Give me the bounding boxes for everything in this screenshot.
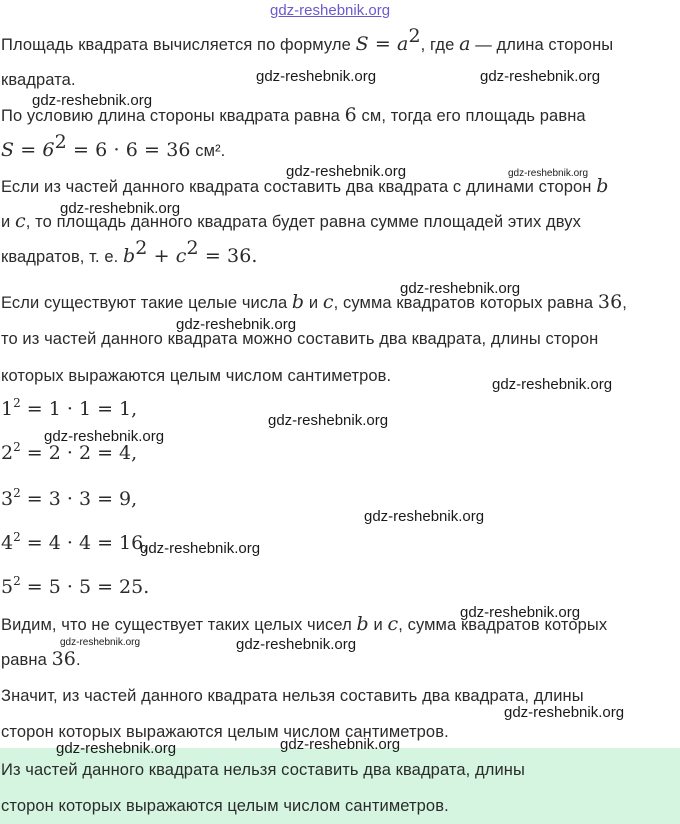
text-span: , сумма квадратов которых равна [333,294,598,312]
text-span: Видим, что не существует таких целых чисел [1,616,357,634]
math-variable: c [387,613,399,635]
watermark-text: gdz-reshebnik.org [364,508,485,525]
text-span: и [368,616,388,634]
eq-base: 2 [1,442,14,464]
equation-5 [1,576,149,598]
watermark-text: gdz-reshebnik.org [286,163,407,180]
math-variable: a [459,33,471,55]
math-exponent: 2 [135,237,148,259]
watermark-text: gdz-reshebnik.org [32,92,153,109]
formula-line-2: квадрата. [1,71,76,89]
math-formula: S = 6 [1,139,55,161]
text-span: см, тогда его площадь равна [356,107,586,125]
math-formula: b [123,245,136,267]
answer-line-1: Из частей данного квадрата нельзя составить два квадрата, длины [1,761,525,779]
watermark-text: gdz-reshebnik.org [504,704,625,721]
math-number: 6 [344,104,357,126]
watermark-text: gdz-reshebnik.org [176,316,297,333]
watermark-text: gdz-reshebnik.org [480,68,601,85]
math-formula: S = a [355,33,409,55]
watermark-text: gdz-reshebnik.org [236,636,357,653]
watermark-text: gdz-reshebnik.org [460,604,581,621]
math-variable: b [596,175,609,197]
text-span: Площадь квадрата вычисляется по формуле [1,36,356,54]
math-formula: + c [147,245,187,267]
split-line-3 [1,237,258,267]
eq-rest: = 4 · 4 = 16, [20,532,150,554]
text-span: , [622,294,627,312]
eq-rest: = 3 · 3 = 9, [20,488,138,510]
text-span: , где [420,36,460,54]
math-variable: b [356,613,369,635]
equation-3 [1,488,137,510]
answer-line-2: сторон которых выражаются целым числом сантиметров. [1,797,449,815]
eq-exponent: 2 [13,396,21,410]
eq-rest: = 5 · 5 = 25. [20,576,150,598]
eq-base: 3 [1,488,14,510]
eq-exponent: 2 [13,486,21,500]
text-span: квадратов, т. е. [1,248,124,266]
watermark-text: gdz-reshebnik.org [256,68,377,85]
condition-integers-line-3: которых выражаются целым числом сантиметров. [1,367,392,385]
math-exponent: 2 [54,131,67,153]
watermark-text: gdz-reshebnik.org [44,428,165,445]
eq-exponent: 2 [13,530,21,544]
conclusion-line-1: Значит, из частей данного квадрата нельзя составить два квадрата, длины [1,687,584,705]
watermark-text: gdz-reshebnik.org [60,637,141,648]
math-number: 36 [597,291,623,313]
math-number: 36 [51,648,76,670]
math-variable: b [291,291,305,313]
watermark-text: gdz-reshebnik.org [280,736,401,753]
text-span: — длина стороны [470,36,614,54]
equation-1 [1,398,137,420]
conclusion-line-2: сторон которых выражаются целым числом сантиметров. [1,723,449,741]
text-span: и [1,213,16,231]
observation-line-2 [1,649,81,670]
math-exponent: 2 [408,25,421,47]
watermark-text: gdz-reshebnik.org [508,168,589,179]
area-line [1,131,226,161]
text-span: , сумма квадратов которых [398,616,608,634]
top-watermark-link[interactable]: gdz-reshebnik.org [270,2,391,19]
text-span: Если из частей данного квадрата составить два квадрата с длинами сторон [1,178,597,196]
text-span: . [75,651,81,669]
watermark-text: gdz-reshebnik.org [140,540,261,557]
unit-text: см². [190,142,226,160]
math-formula: = 6 · 6 = 36 [66,139,191,161]
equation-4 [1,532,149,554]
eq-exponent: 2 [13,440,21,454]
condition-integers-line-1 [1,292,627,313]
watermark-text: gdz-reshebnik.org [400,280,521,297]
watermark-text: gdz-reshebnik.org [56,740,177,757]
eq-base: 5 [1,576,14,598]
eq-rest: = 2 · 2 = 4, [20,442,138,464]
eq-exponent: 2 [13,574,21,588]
watermark-text: gdz-reshebnik.org [268,412,389,429]
text-span: Если существуют такие целые числа [1,294,292,312]
formula-line [1,25,614,55]
eq-base: 4 [1,532,14,554]
watermark-text: gdz-reshebnik.org [492,376,613,393]
text-span: равна [1,651,52,669]
eq-base: 1 [1,398,14,420]
condition-integers-line-2: то из частей данного квадрата можно составить два квадрата, длины сторон [1,330,599,348]
math-exponent: 2 [186,237,199,259]
math-variable: c [322,291,334,313]
math-variable: c [15,210,26,232]
watermark-text: gdz-reshebnik.org [60,200,181,217]
eq-rest: = 1 · 1 = 1, [20,398,138,420]
text-span: По условию длина стороны квадрата равна [1,107,345,125]
math-formula: = 36. [198,245,258,267]
text-span: , то площадь данного квадрата будет равна сумме площадей этих двух [25,213,581,231]
text-span: и [304,294,323,312]
